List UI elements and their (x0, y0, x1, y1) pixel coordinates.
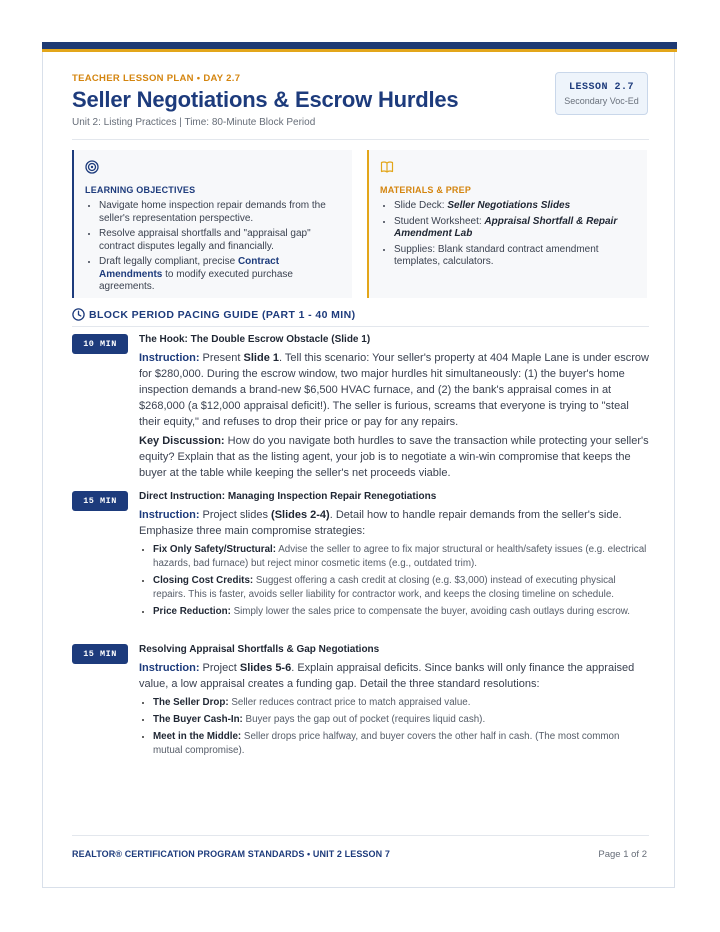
instruction-paragraph (139, 507, 649, 539)
list-item-text: Buyer pays the gap out of pocket (requires liquid cash). (242, 714, 486, 725)
list-item-text: Advise the seller to agree to fix major structural or health/safety issues (e.g. electrical hazards, bad furnace) but reject minor cosmetic items (e.g., outdated trim). (153, 544, 647, 569)
list-item-text: Suggest offering a cash credit at closing (e.g. $3,000) instead of executing physical repairs. This is faster, avoids seller liability for contractor work, and keeps the closing timeline on schedule. (153, 575, 616, 600)
time-badge: 15 MIN (72, 644, 128, 664)
list-item: • Supplies: Blank standard contract amendment templates, calculators. (394, 244, 635, 269)
list-item-label: Closing Cost Credits: (153, 575, 254, 586)
list-item (153, 730, 649, 758)
list-item-text: to modify executed purchase agreements. (99, 268, 293, 292)
pacing-heading-text: BLOCK PERIOD PACING GUIDE (PART 1 - 40 MIN) (89, 308, 356, 321)
list-item-text: Simply lower the sales price to compensate the buyer, avoiding cash outlays during escrow. (230, 606, 631, 617)
materials-card (367, 150, 647, 298)
block-title: The Hook: The Double Escrow Obstacle (Slide 1) (139, 334, 371, 345)
slide-reference: Slides 5-6 (239, 662, 292, 674)
list-item-label: Price Reduction: (153, 606, 231, 617)
objectives-heading: LEARNING OBJECTIVES (85, 185, 196, 195)
list-item-emphasis: Contract Amendments (99, 256, 280, 280)
footer-divider (72, 835, 649, 836)
objectives-list (85, 200, 340, 294)
instruction-text: Present (199, 352, 244, 364)
pacing-section (72, 308, 649, 327)
lesson-plan-page (42, 42, 675, 888)
strategy-list (139, 543, 649, 619)
time-badge: 15 MIN (72, 491, 128, 511)
footer-program: REALTOR® CERTIFICATION PROGRAM STANDARDS • UNIT 2 LESSON 7 (72, 849, 390, 859)
block-content (139, 491, 649, 622)
header-divider (72, 139, 649, 140)
time-badge: 10 MIN (72, 334, 128, 354)
list-item-emphasis: Seller Negotiations Slides (447, 200, 571, 211)
list-item-emphasis: Appraisal Shortfall & Repair Amendment Lab (394, 215, 618, 239)
list-item-text: Seller reduces contract price to match appraised value. (228, 697, 471, 708)
instruction-text: Project (199, 662, 240, 674)
list-item-text: Draft legally compliant, precise (99, 256, 238, 267)
block-title: Resolving Appraisal Shortfalls & Gap Negotiations (139, 644, 380, 655)
book-icon (380, 160, 394, 174)
list-item (394, 200, 635, 213)
clock-icon (72, 308, 85, 321)
instruction-label: Instruction: (139, 662, 200, 674)
discussion-paragraph (139, 433, 649, 481)
objectives-card (72, 150, 352, 298)
discussion-label: Key Discussion: (139, 435, 225, 447)
instruction-text: . Detail how to handle repair demands from the seller's side. Emphasize three main compromise strategies: (139, 509, 622, 537)
list-item (153, 543, 649, 571)
lesson-number: LESSON 2.7 (568, 82, 634, 93)
pacing-heading (72, 308, 649, 321)
page-number: Page 1 of 2 (598, 849, 647, 860)
list-item (394, 216, 635, 241)
list-item-text: Student Worksheet: (394, 215, 485, 227)
block-content (139, 334, 649, 481)
instruction-text: . Explain appraisal deficits. Since banks will only finance the appraised value, a low appraisal creates a funding gap. Detail the three standard resolutions: (139, 662, 635, 690)
slide-reference: Slide 1 (243, 352, 279, 364)
list-item (153, 696, 649, 710)
block-content (139, 644, 649, 761)
list-item (153, 605, 649, 619)
list-item-text: Seller drops price halfway, and buyer covers the other half in cash. (The most common mutual compromise). (153, 731, 620, 756)
list-item-text: Slide Deck: (394, 200, 448, 211)
list-item: • Resolve appraisal shortfalls and "appraisal gap" contract disputes legally and financially. (99, 228, 340, 253)
instruction-label: Instruction: (139, 509, 200, 521)
block-title: Direct Instruction: Managing Inspection Repair Renegotiations (139, 491, 437, 502)
lesson-level: Secondary Voc-Ed (564, 96, 639, 106)
eyebrow-label: TEACHER LESSON PLAN • DAY 2.7 (72, 73, 241, 84)
list-item-label: Fix Only Safety/Structural: (153, 544, 277, 555)
page-title: Seller Negotiations & Escrow Hurdles (72, 87, 459, 112)
list-item (153, 713, 649, 727)
materials-heading: MATERIALS & PREP (380, 185, 472, 195)
instruction-text: . Tell this scenario: Your seller's property at 404 Maple Lane is under escrow for $280,000. During the escrow window, two major hurdles hit simultaneously: (1) the buyer's home inspection demands a brand-new $6,500 HVAC furnace, and (2) the bank's appraisal comes in at $268,000 (a $12,000 appraisal deficit!). The seller is furious, screams that everyone is trying to "steal their equity," and refuses to drop their price or pay for any repairs. (139, 352, 649, 428)
top-accent-bar (42, 42, 677, 49)
instruction-text: Project slides (199, 509, 272, 521)
instruction-label: Instruction: (139, 352, 200, 364)
discussion-text: How do you navigate both hurdles to save the transaction while protecting your seller's equity? Explain that as the listing agent, your job is to negotiate a win-win compromise that keeps the buyer at the table while keeping the seller's net proceeds viable. (139, 435, 649, 479)
top-accent-stripe (42, 49, 677, 52)
target-icon (85, 160, 99, 174)
list-item-label: The Seller Drop: (153, 697, 229, 708)
list-item (153, 574, 649, 602)
instruction-paragraph (139, 660, 649, 692)
list-item: • Navigate home inspection repair demands from the seller's representation perspective. (99, 200, 340, 225)
page-subtitle: Unit 2: Listing Practices | Time: 80-Minute Block Period (72, 117, 316, 128)
list-item (99, 256, 340, 294)
materials-list (380, 200, 635, 269)
slide-reference: (Slides 2-4) (271, 509, 330, 521)
pacing-divider (72, 326, 649, 327)
list-item-label: Meet in the Middle: (153, 731, 242, 742)
instruction-paragraph (139, 350, 649, 430)
resolution-list (139, 696, 649, 758)
list-item-label: The Buyer Cash-In: (153, 714, 243, 725)
lesson-badge (555, 72, 648, 115)
